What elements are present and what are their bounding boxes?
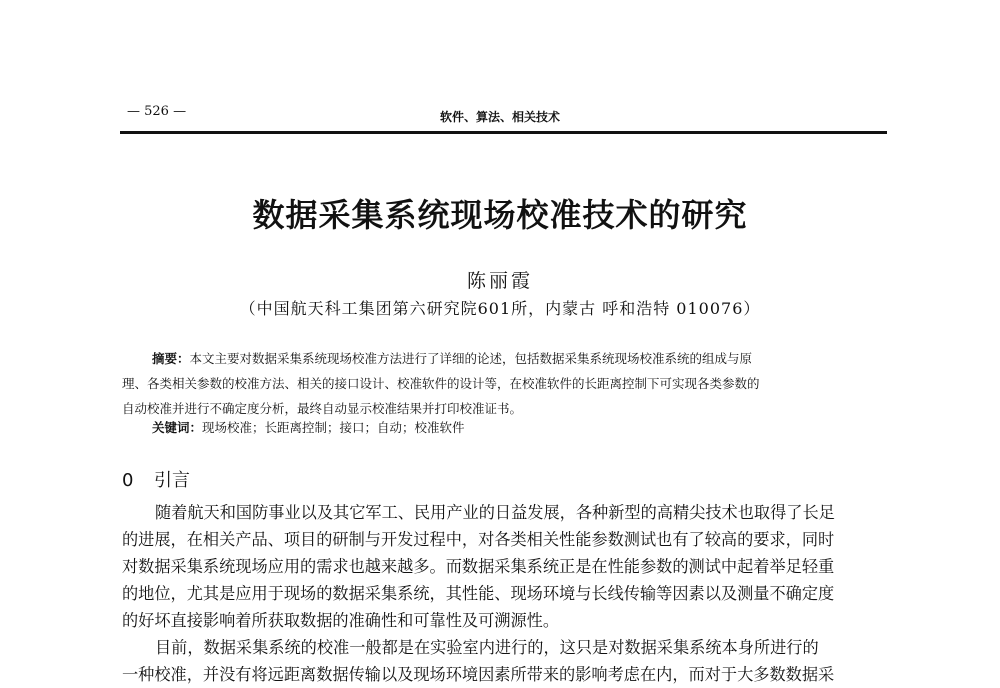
abstract [122,346,889,421]
abstract-label: 摘要： [152,351,190,366]
body-line: 的进展，在相关产品、项目的研制与开发过程中，对各类相关性能参数测试也有了较高的要求，同时 [122,530,835,549]
section-number: 0 [122,470,134,491]
body-line: 对数据采集系统现场应用的需求也越来越多。而数据采集系统正是在性能参数的测试中起着举足轻重 [122,557,835,576]
section-title: 引言 [154,470,190,491]
body-line: 一种校准，并没有将远距离数据传输以及现场环境因素所带来的影响考虑在内，而对于大多数数据采 [122,665,835,684]
body-line: 的地位，尤其是应用于现场的数据采集系统，其性能、现场环境与长线传输等因素以及测量不确定度 [122,584,835,603]
body-text [122,499,889,688]
body-line: 目前，数据采集系统的校准一般都是在实验室内进行的，这只是对数据采集系统本身所进行的 [155,638,819,657]
keywords [152,418,465,436]
keywords-label: 关键词： [152,420,203,435]
keywords-text: 现场校准；长距离控制；接口；自动；校准软件 [202,420,465,435]
abstract-text: 本文主要对数据采集系统现场校准方法进行了详细的论述，包括数据采集系统现场校准系统的组成与原 [189,351,753,366]
abstract-line: 理、各类相关参数的校准方法、相关的接口设计、校准软件的设计等，在校准软件的长距离控制下可实现各类参数的 [122,376,760,391]
header-rule [120,131,887,134]
author-name: 陈丽霞 [466,270,533,292]
page-number: — 526 — [127,104,187,119]
body-line: 随着航天和国防事业以及其它军工、民用产业的日益发展，各种新型的高精尖技术也取得了长足 [155,503,835,522]
body-line: 的好坏直接影响着所获取数据的准确性和可靠性及可溯源性。 [122,611,560,630]
abstract-line [122,346,889,371]
running-header: 软件、算法、相关技术 [439,110,560,124]
paper-title: 数据采集系统现场校准技术的研究 [252,196,748,234]
abstract-line: 自动校准并进行不确定度分析，最终自动显示校准结果并打印校准证书。 [122,401,523,416]
section-heading [122,466,190,492]
author-affiliation: （中国航天科工集团第六研究院601所，内蒙古 呼和浩特 010076） [239,299,761,318]
